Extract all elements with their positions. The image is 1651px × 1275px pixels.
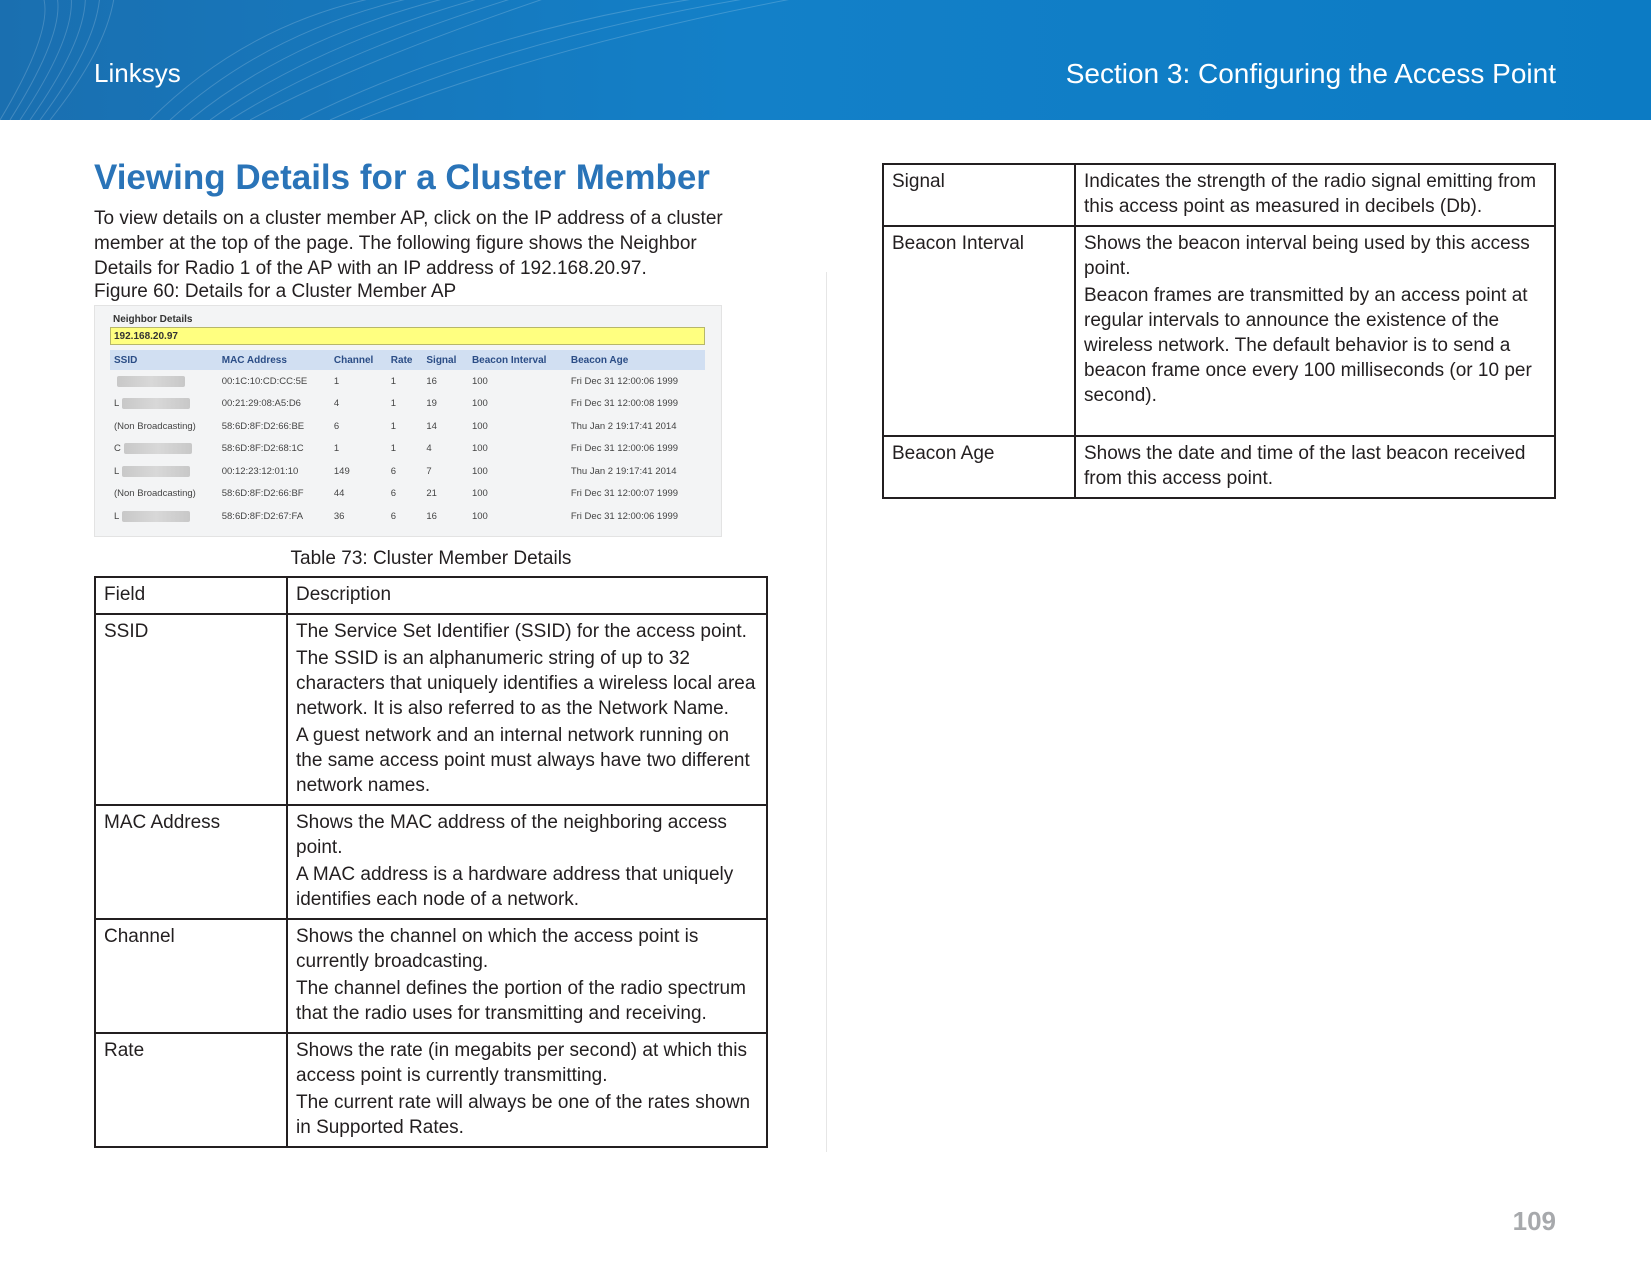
field-cell: Rate bbox=[95, 1033, 287, 1147]
ssid-cell bbox=[110, 505, 218, 528]
description-cell bbox=[1075, 164, 1555, 226]
brand-name: Linksys bbox=[94, 58, 181, 88]
table-row bbox=[95, 805, 767, 919]
interval-cell bbox=[468, 438, 567, 461]
rate-cell-text: 6 bbox=[390, 510, 397, 522]
channel-cell bbox=[330, 505, 387, 528]
description-cell bbox=[287, 614, 767, 805]
rate-cell bbox=[387, 505, 423, 528]
description-cell bbox=[287, 919, 767, 1033]
neighbor-row bbox=[110, 505, 705, 528]
signal-cell-text: 19 bbox=[426, 398, 437, 410]
channel-cell-text: 44 bbox=[333, 488, 345, 500]
interval-cell bbox=[468, 393, 567, 416]
signal-cell bbox=[422, 370, 468, 393]
channel-cell-text: 36 bbox=[333, 510, 345, 522]
mac-cell-text: 00:1C:10:CD:CC:5E bbox=[221, 375, 308, 387]
redacted-ssid bbox=[122, 466, 190, 477]
signal-cell bbox=[422, 438, 468, 461]
description-cell bbox=[1075, 436, 1555, 498]
channel-cell bbox=[330, 438, 387, 461]
channel-cell bbox=[330, 370, 387, 393]
beacon-age-cell bbox=[567, 460, 705, 483]
rate-cell bbox=[387, 438, 423, 461]
neighbor-row bbox=[110, 460, 705, 483]
signal-cell-text: 7 bbox=[426, 465, 432, 477]
ssid-cell bbox=[110, 460, 218, 483]
beacon-age-cell bbox=[567, 370, 705, 393]
table-row bbox=[883, 226, 1555, 436]
intro-paragraph: To view details on a cluster member AP, click on the IP address of a cluster member at the top of the page. The following figure shows the Neighbor Details for Radio 1 of the AP with an IP address of 192.168.20.97. bbox=[94, 208, 723, 279]
neighbor-row bbox=[110, 393, 705, 416]
description-paragraph: The channel defines the portion of the radio spectrum that the radio uses for transmitting and receiving. bbox=[296, 978, 746, 1024]
table-row bbox=[95, 614, 767, 805]
channel-cell bbox=[330, 460, 387, 483]
mac-cell bbox=[218, 505, 330, 528]
description-paragraph: Shows the date and time of the last beacon received from this access point. bbox=[1084, 443, 1526, 489]
rate-cell-text: 1 bbox=[390, 420, 397, 432]
page-number: 109 bbox=[1512, 1206, 1556, 1236]
column-divider bbox=[826, 272, 827, 1152]
description-paragraph: Shows the MAC address of the neighboring access point. bbox=[296, 812, 727, 858]
field-cell: Field bbox=[95, 577, 287, 614]
col-signal: Signal bbox=[422, 350, 468, 370]
signal-cell-text: 21 bbox=[426, 488, 437, 500]
table-row bbox=[95, 577, 767, 614]
section-title: Section 3: Configuring the Access Point bbox=[1065, 58, 1556, 89]
neighbor-details-screenshot bbox=[94, 305, 722, 537]
mac-cell-text: 58:6D:8F:D2:66:BF bbox=[221, 488, 304, 500]
screenshot-title: Neighbor Details bbox=[113, 314, 193, 325]
table-row bbox=[883, 436, 1555, 498]
table-row bbox=[95, 1033, 767, 1147]
mac-cell-text: 00:21:29:08:A5:D6 bbox=[221, 398, 301, 410]
description-cell bbox=[287, 577, 767, 614]
rate-cell-text: 6 bbox=[390, 488, 397, 500]
page-heading: Viewing Details for a Cluster Member bbox=[94, 158, 710, 197]
beacon-age-cell bbox=[567, 438, 705, 461]
ssid-cell bbox=[110, 438, 218, 461]
description-paragraph: Shows the beacon interval being used by this access point. bbox=[1084, 233, 1530, 279]
description-paragraph: A MAC address is a hardware address that uniquely identifies each node of a network. bbox=[296, 864, 734, 910]
col-mac: MAC Address bbox=[218, 350, 330, 370]
redacted-ssid bbox=[117, 376, 185, 387]
ssid-cell-text: (Non Broadcasting) bbox=[114, 420, 196, 432]
beacon-age-cell bbox=[567, 505, 705, 528]
col-ssid: SSID bbox=[110, 350, 218, 370]
interval-cell-text: 100 bbox=[471, 510, 488, 522]
neighbor-table bbox=[110, 350, 705, 528]
ssid-cell-text: (Non Broadcasting) bbox=[114, 488, 196, 500]
mac-cell-text: 58:6D:8F:D2:68:1C bbox=[221, 443, 304, 455]
mac-cell-text: 58:6D:8F:D2:67:FA bbox=[221, 510, 304, 522]
interval-cell bbox=[468, 483, 567, 506]
channel-cell-text: 149 bbox=[333, 465, 350, 477]
mac-cell bbox=[218, 460, 330, 483]
description-paragraph: A guest network and an internal network running on the same access point must always have two different network names. bbox=[296, 725, 750, 796]
interval-cell bbox=[468, 415, 567, 438]
description-paragraph: The Service Set Identifier (SSID) for the access point. bbox=[296, 621, 747, 642]
beacon-age-cell-text: Thu Jan 2 19:17:41 2014 bbox=[570, 420, 677, 432]
beacon-age-cell bbox=[567, 415, 705, 438]
rate-cell-text: 6 bbox=[390, 465, 397, 477]
field-cell: Channel bbox=[95, 919, 287, 1033]
description-paragraph: Beacon frames are transmitted by an access point at regular intervals to announce the existence of the wireless network. The default behavior is to send a beacon frame once every 100 milliseconds (or 10 per second). bbox=[1084, 285, 1532, 406]
mac-cell bbox=[218, 415, 330, 438]
redacted-ssid bbox=[124, 443, 192, 454]
signal-cell-text: 16 bbox=[426, 510, 437, 522]
neighbor-row bbox=[110, 483, 705, 506]
channel-cell bbox=[330, 393, 387, 416]
redacted-ssid bbox=[122, 511, 190, 522]
col-beacon-interval: Beacon Interval bbox=[468, 350, 567, 370]
redacted-ssid bbox=[122, 398, 190, 409]
cluster-member-details-table-continued bbox=[882, 163, 1556, 499]
ssid-cell-text: L bbox=[114, 510, 120, 522]
rate-cell bbox=[387, 393, 423, 416]
description-paragraph: Shows the rate (in megabits per second) at which this access point is currently transmitting. bbox=[296, 1040, 747, 1086]
figure-caption: Figure 60: Details for a Cluster Member AP bbox=[94, 281, 457, 302]
interval-cell-text: 100 bbox=[471, 465, 488, 477]
signal-cell-text: 4 bbox=[426, 443, 432, 455]
ssid-cell bbox=[110, 415, 218, 438]
table-caption: Table 73: Cluster Member Details bbox=[290, 548, 572, 569]
beacon-age-cell-text: Fri Dec 31 12:00:07 1999 bbox=[570, 488, 679, 500]
mac-cell bbox=[218, 438, 330, 461]
ssid-cell bbox=[110, 370, 218, 393]
description-cell bbox=[287, 1033, 767, 1147]
signal-cell bbox=[422, 483, 468, 506]
table-row bbox=[95, 919, 767, 1033]
interval-cell-text: 100 bbox=[471, 420, 488, 432]
mac-cell bbox=[218, 393, 330, 416]
description-paragraph: The SSID is an alphanumeric string of up to 32 characters that uniquely identifies a wireless local area network. It is also referred to as the Network Name. bbox=[296, 648, 756, 719]
description-paragraph: Description bbox=[296, 584, 392, 605]
ssid-cell-text: L bbox=[114, 398, 120, 410]
neighbor-row bbox=[110, 370, 705, 393]
signal-cell-text: 16 bbox=[426, 375, 437, 387]
field-cell: MAC Address bbox=[95, 805, 287, 919]
ssid-cell bbox=[110, 483, 218, 506]
description-cell bbox=[1075, 226, 1555, 436]
description-paragraph: The current rate will always be one of the rates shown in Supported Rates. bbox=[296, 1092, 751, 1138]
interval-cell bbox=[468, 460, 567, 483]
rate-cell bbox=[387, 370, 423, 393]
beacon-age-cell bbox=[567, 393, 705, 416]
screenshot-ip-bar: 192.168.20.97 bbox=[110, 327, 705, 345]
col-rate: Rate bbox=[387, 350, 423, 370]
interval-cell-text: 100 bbox=[471, 398, 488, 410]
channel-cell bbox=[330, 483, 387, 506]
beacon-age-cell bbox=[567, 483, 705, 506]
field-cell: Beacon Interval bbox=[883, 226, 1075, 436]
signal-cell bbox=[422, 393, 468, 416]
channel-cell bbox=[330, 415, 387, 438]
mac-cell bbox=[218, 370, 330, 393]
interval-cell bbox=[468, 505, 567, 528]
neighbor-table-header bbox=[110, 350, 705, 370]
interval-cell bbox=[468, 370, 567, 393]
description-paragraph: Indicates the strength of the radio signal emitting from this access point as measured in decibels (Db). bbox=[1084, 171, 1537, 217]
rate-cell bbox=[387, 483, 423, 506]
beacon-age-cell-text: Thu Jan 2 19:17:41 2014 bbox=[570, 465, 677, 477]
rate-cell-text: 1 bbox=[390, 398, 397, 410]
mac-cell bbox=[218, 483, 330, 506]
beacon-age-cell-text: Fri Dec 31 12:00:06 1999 bbox=[570, 375, 679, 387]
description-cell bbox=[287, 805, 767, 919]
cluster-member-details-table bbox=[94, 576, 768, 1148]
beacon-age-cell-text: Fri Dec 31 12:00:06 1999 bbox=[570, 443, 679, 455]
description-paragraph: Shows the channel on which the access point is currently broadcasting. bbox=[296, 926, 699, 972]
beacon-age-cell-text: Fri Dec 31 12:00:08 1999 bbox=[570, 398, 679, 410]
interval-cell-text: 100 bbox=[471, 375, 488, 387]
neighbor-row bbox=[110, 438, 705, 461]
rate-cell bbox=[387, 460, 423, 483]
table-row bbox=[883, 164, 1555, 226]
ssid-cell bbox=[110, 393, 218, 416]
interval-cell-text: 100 bbox=[471, 488, 488, 500]
field-cell: Signal bbox=[883, 164, 1075, 226]
channel-cell-text: 6 bbox=[333, 420, 340, 432]
signal-cell-text: 14 bbox=[426, 420, 437, 432]
channel-cell-text: 4 bbox=[333, 398, 340, 410]
mac-cell-text: 58:6D:8F:D2:66:BE bbox=[221, 420, 305, 432]
interval-cell-text: 100 bbox=[471, 443, 488, 455]
signal-cell bbox=[422, 505, 468, 528]
channel-cell-text: 1 bbox=[333, 443, 340, 455]
header-banner bbox=[0, 0, 1651, 120]
field-cell: SSID bbox=[95, 614, 287, 805]
col-channel: Channel bbox=[330, 350, 387, 370]
signal-cell bbox=[422, 415, 468, 438]
ssid-cell-text: C bbox=[114, 443, 121, 455]
rate-cell bbox=[387, 415, 423, 438]
mac-cell-text: 00:12:23:12:01:10 bbox=[221, 465, 299, 477]
rate-cell-text: 1 bbox=[390, 443, 397, 455]
rate-cell-text: 1 bbox=[390, 375, 397, 387]
beacon-age-cell-text: Fri Dec 31 12:00:06 1999 bbox=[570, 510, 679, 522]
channel-cell-text: 1 bbox=[333, 375, 340, 387]
signal-cell bbox=[422, 460, 468, 483]
field-cell: Beacon Age bbox=[883, 436, 1075, 498]
ssid-cell-text: L bbox=[114, 465, 120, 477]
neighbor-row bbox=[110, 415, 705, 438]
col-beacon-age: Beacon Age bbox=[567, 350, 705, 370]
